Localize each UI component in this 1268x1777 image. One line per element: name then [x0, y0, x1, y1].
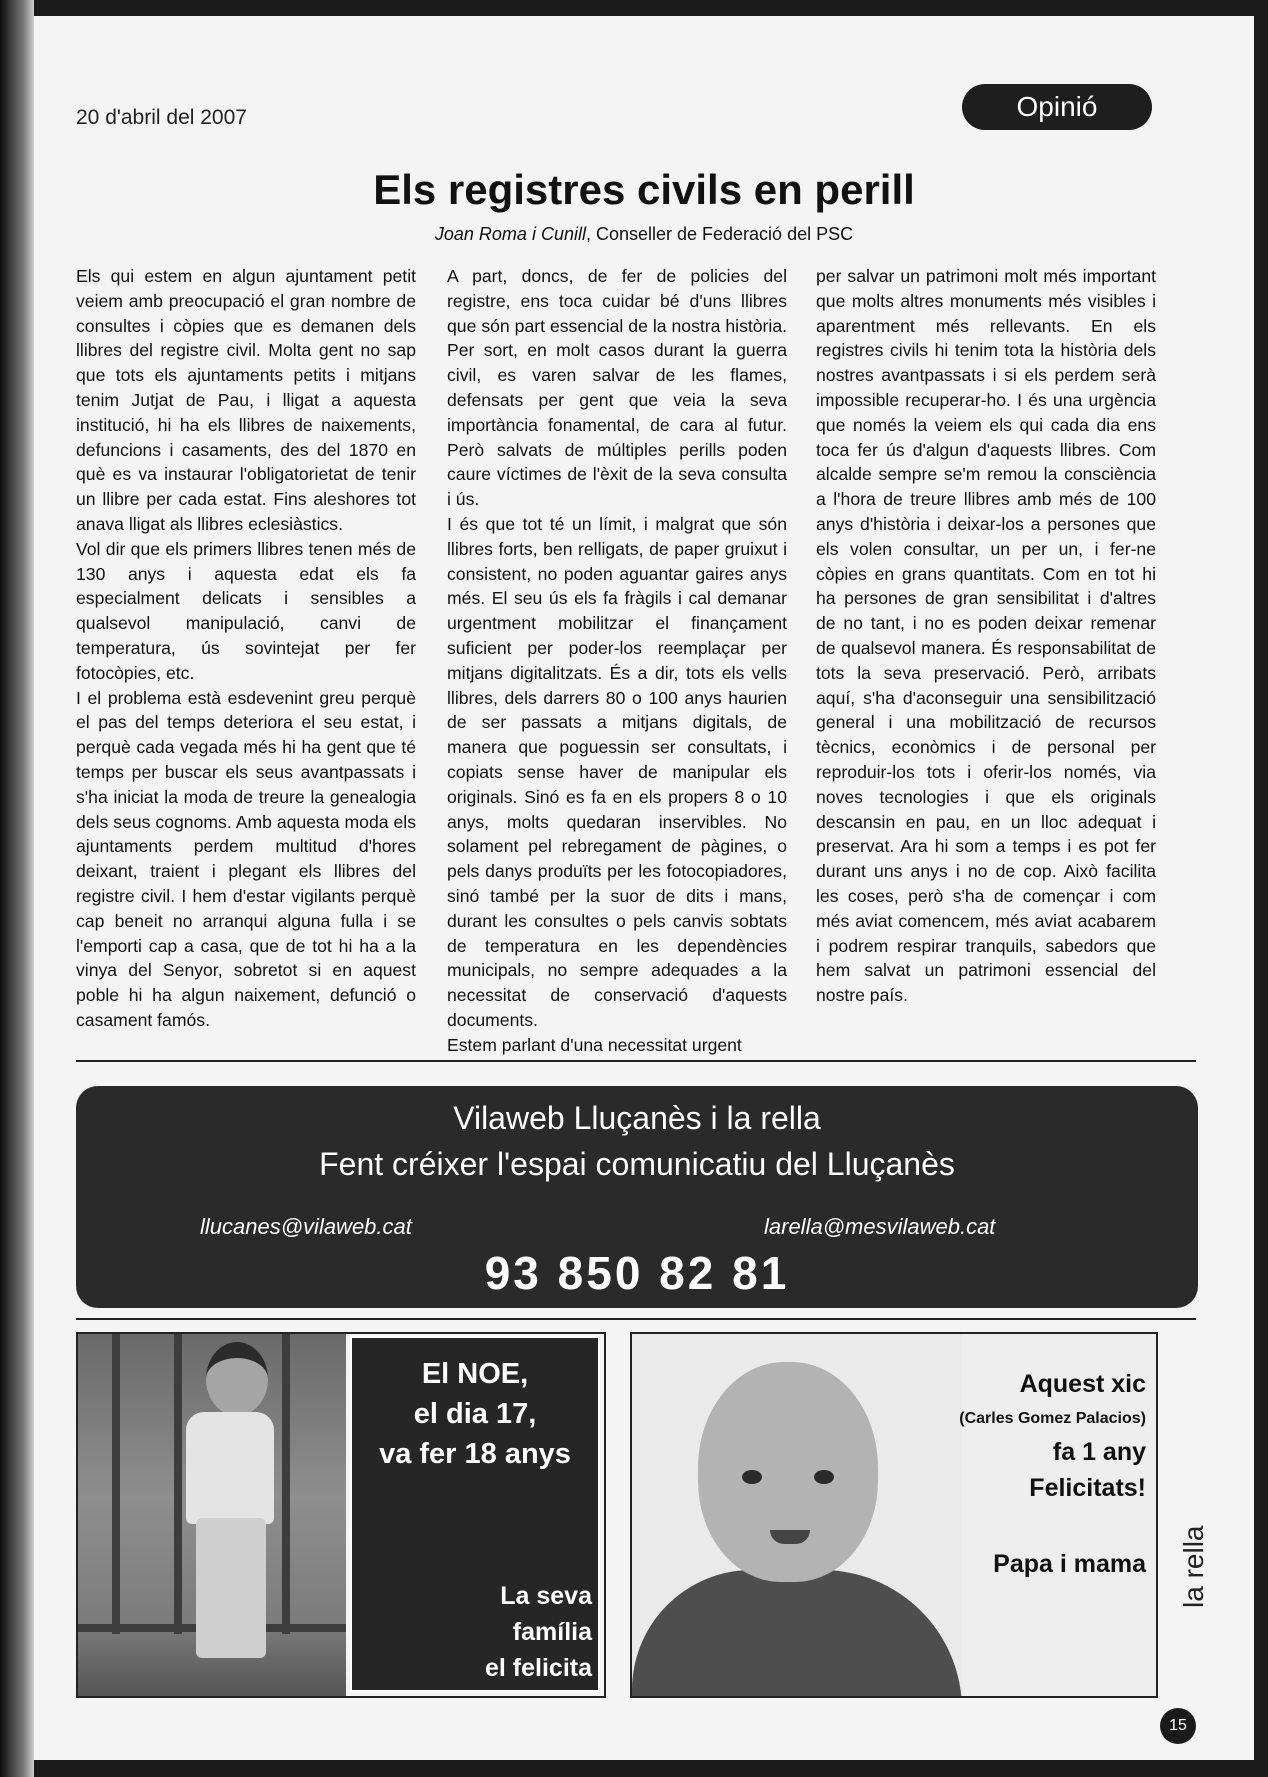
noe-line: el dia 17,: [413, 1398, 537, 1430]
noe-line: va fer 18 anys: [379, 1438, 571, 1470]
railing-bar: [174, 1334, 182, 1634]
carles-line: Aquest xic: [1019, 1370, 1146, 1398]
baby-eye: [814, 1470, 834, 1484]
article-column-3: [816, 264, 1156, 1008]
child-head: [206, 1342, 268, 1416]
article-column-2: [447, 264, 787, 1058]
vilaweb-ad-banner: [76, 1086, 1198, 1308]
article-byline: [34, 224, 1254, 245]
baby-face: [698, 1362, 878, 1582]
noe-signature: [485, 1578, 592, 1686]
carles-line: fa 1 any: [1052, 1438, 1146, 1466]
paragraph: Vol dir que els primers llibres tenen més de 130 anys i aquesta edat els fa especialment delicats i sensibles a qualsevol manipulació, canvi de temperatura, ús sovintejat per fer fotocòpies, etc.: [76, 538, 416, 683]
issue-date: 20 d'abril del 2007: [76, 106, 247, 129]
photo-baby: [632, 1334, 962, 1696]
paragraph: I el problema està esdevenint greu perquè el pas del temps deteriora el seu estat, i perquè cada vegada més hi ha gent que té temps per buscar els seus avantpassats i s'ha iniciat la moda de treure la genealogia dels seus cognoms. Amb aquesta moda els ajuntaments perdem multitud d'hores deixant, traient i plegant els llibres del registre civil. I hem d'estar vigilants perquè cap beneit no arranqui alguna fulla i se l'emporti cap a casa, que de tot hi ha a la vinya del Senyor, sobretot si en aquest poble hi ha algun naixement, defunció o casament famós.: [76, 687, 416, 1030]
railing-bar: [282, 1334, 290, 1634]
child-shirt: [186, 1412, 274, 1524]
photo-noe: [78, 1334, 346, 1696]
noe-line: família: [512, 1618, 592, 1646]
railing-bar: [112, 1334, 120, 1634]
baby-eye: [742, 1470, 762, 1484]
baby-sweater: [632, 1570, 962, 1698]
section-label: Opinió: [962, 84, 1152, 130]
article-column-1: [76, 264, 416, 1033]
noe-message-panel: [350, 1336, 600, 1692]
banner-title: Vilaweb Lluçanès i la rella: [453, 1100, 821, 1136]
article-title: Els registres civils en perill: [373, 166, 915, 213]
divider: [76, 1318, 1196, 1320]
banner-email-llucanes[interactable]: llucanes@vilaweb.cat: [200, 1214, 412, 1239]
noe-heading: [352, 1354, 598, 1474]
banner-subtitle: Fent créixer l'espai comunicatiu del Lluçanès: [319, 1146, 955, 1182]
baby-mouth: [770, 1530, 810, 1544]
author-name: Joan Roma i Cunill: [434, 224, 586, 244]
noe-line: el felicita: [485, 1654, 592, 1682]
page-number: 15: [1160, 1708, 1196, 1744]
paragraph: I és que tot té un límit, i malgrat que són llibres forts, ben relligats, de paper gruixut i consistent, no poden aguantar gaires anys més. El seu ús els fa fràgils i cal demanar urgentment mobilitzar el finançament suficient per poder-los reemplaçar per mitjans digitalitzats. És a dir, tots els vells llibres, dels darrers 80 o 100 anys haurien de ser passats a mitjans digitals, de manera que poguessin ser consultats, i copiats sense haver de manipular els originals. Sinó es fa en els propers 8 o 10 anys, molts quedaran inservibles. No solament pel rebregament de pàgines, o pels danys produïts per les fotocopiadores, sinó també per la suor de dits i mans, durant les consultes o pels canvis sobtats de temperatura en les dependències municipals, no sempre adequades a la necessitat de conservació d'aquests documents.: [447, 513, 787, 1030]
magazine-page: [34, 16, 1254, 1760]
divider: [76, 1060, 1196, 1062]
carles-line: Felicitats!: [1029, 1474, 1146, 1502]
child-trousers: [196, 1518, 266, 1658]
birthday-ad-carles: [630, 1332, 1158, 1698]
birthday-ad-noe: [76, 1332, 606, 1698]
banner-phone: 93 850 82 81: [484, 1247, 790, 1299]
paragraph: Els qui estem en algun ajuntament petit veiem amb preocupació el gran nombre de consultes i còpies que es demanen dels llibres del registre civil. Molta gent no sap que tots els ajuntaments petits i mitjans tenim Jutjat de Pau, i lligat a aquesta institució, hi ha els llibres de naixements, defuncions i casaments, des del 1870 en què es va instaurar l'obligatorietat de tenir un llibre per cada estat. Fins aleshores tot anava lligat als llibres eclesiàstics.: [76, 266, 416, 534]
paragraph: per salvar un patrimoni molt més important que molts altres monuments més visibles i aparentment més rellevants. En els registres civils hi tenim tota la història dels nostres avantpassats i si els perdem serà impossible recuperar-ho. I és una urgència que només la veiem els qui cada dia ens toca fer ús d'algun d'aquests llibres. Com alcalde sempre se'm remou la consciència a l'hora de treure llibres amb més de 100 anys d'història i deixar-los a persones que els volen consultar, un per un, i fer-ne còpies en grans quantitats. Com en tot hi ha persones de gran sensibilitat i d'altres de no tant, i no es poden deixar remenar de qualsevol manera. És responsabilitat de tots la seva preservació. Però, arribats aquí, s'ha d'aconseguir una sensibilització general i una mobilització de recursos tècnics, econòmics i de personal per reproduir-los tots i oferir-los només, via noves tecnologies i que els originals descansin en pau, en un lloc adequat i preservat. Ara hi som a temps i es pot fer durant uns anys i no de cop. Això facilita les coses, però s'ha de començar i com més aviat comencem, més aviat acabarem i podrem respirar tranquils, sabedors que hem salvat un patrimoni essencial del nostre país.: [816, 266, 1156, 1006]
page-spine-shadow: [0, 0, 34, 1777]
carles-signature: Papa i mama: [993, 1550, 1146, 1578]
noe-line: El NOE,: [421, 1358, 529, 1390]
paragraph: A part, doncs, de fer de policies del registre, ens toca cuidar bé d'uns llibres que són part essencial de la nostra història. Per sort, en molt casos durant la guerra civil, es varen salvar de les flames, defensats per gent que veia la seva importància fonamental, de cara al futur. Però salvats de múltiples perills poden caure víctimes de l'èxit de la seva consulta i ús.: [447, 266, 787, 510]
banner-email-larella[interactable]: larella@mesvilaweb.cat: [764, 1214, 996, 1239]
carles-fullname: (Carles Gomez Palacios): [959, 1410, 1146, 1427]
author-role: , Conseller de Federació del PSC: [585, 224, 854, 244]
paragraph: Estem parlant d'una necessitat urgent: [447, 1034, 742, 1055]
magazine-name: la rella: [1178, 1525, 1209, 1608]
noe-line: La seva: [500, 1582, 592, 1610]
